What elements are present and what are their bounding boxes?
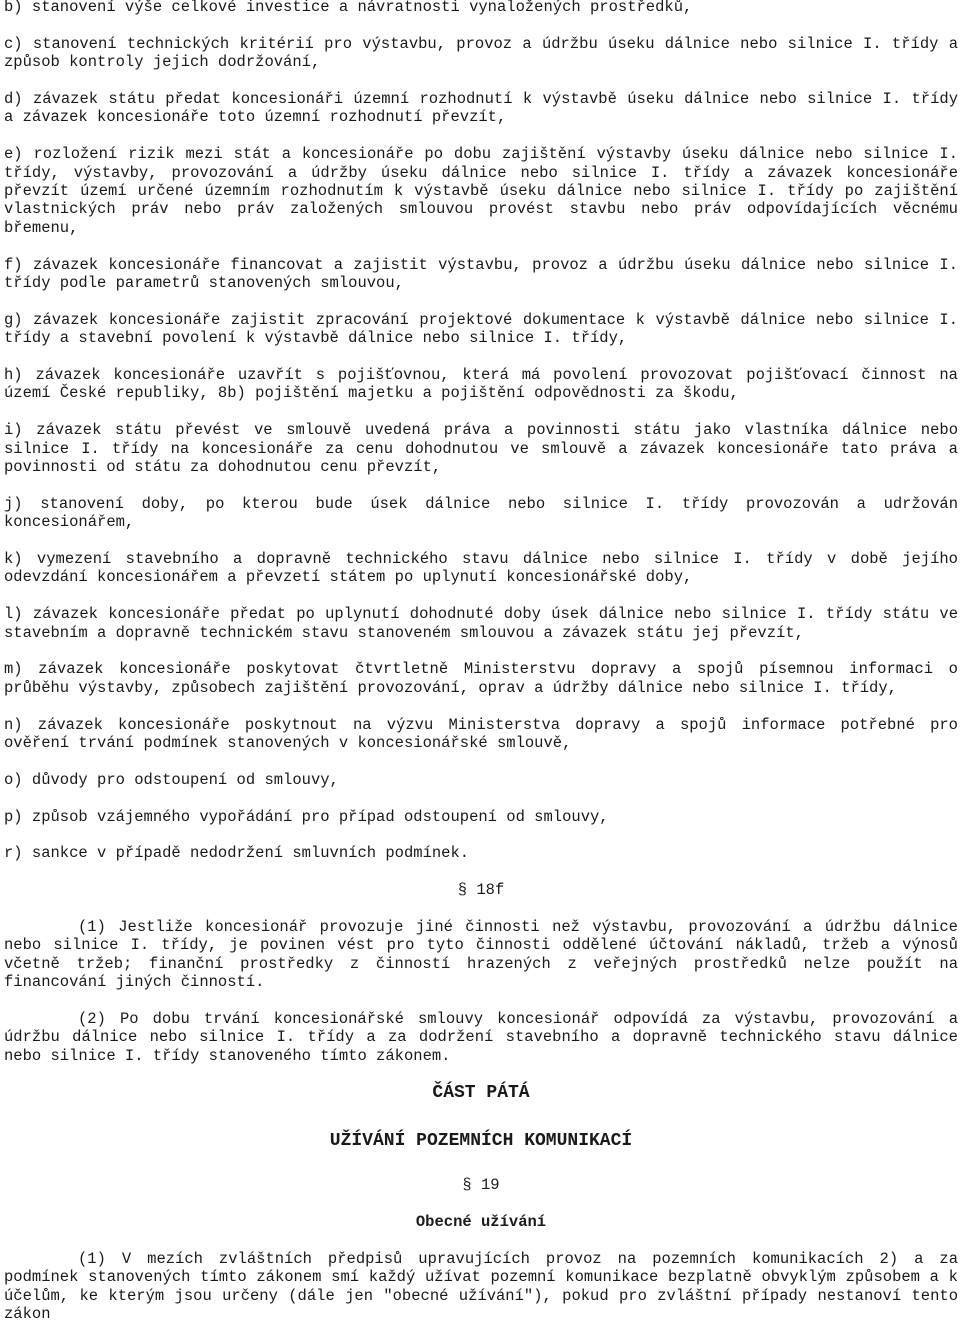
section-18f-heading: § 18f [457, 881, 505, 900]
list-item-f: f) závazek koncesionáře financovat a zajistit výstavbu, provoz a údržbu úseku dálnice nebo silnice I. třídy podle parametrů stanovených smlouvou, [4, 255, 958, 293]
list-item-l: l) závazek koncesionáře předat po uplynutí dohodnuté doby úsek dálnice nebo silnice I. třídy státu ve stavebním a dopravně technickém stavu stanoveném smlouvou a závazek státu jej převzít, [4, 605, 958, 642]
list-item-g: g) závazek koncesionáře zajistit zpracování projektové dokumentace k výstavbě dálnice nebo silnice I. třídy a stavební povolení k výstavbě dálnice nebo silnice I. třídy, [4, 310, 958, 348]
section-18f-paragraph-1: (1) Jestliže koncesionář provozuje jiné činnosti než výstavbu, provozování a údržbu dálnice nebo silnice I. třídy, je povinen vést pro tyto činnosti oddělené účtování nákladů, tržeb a výnosů včetně tržeb; finanční prostředky z činností hrazených z veřejných prostředků nelze použít na financování jiných činností. [4, 918, 958, 992]
list-item-p: p) způsob vzájemného vypořádání pro případ odstoupení od smlouvy, [4, 807, 609, 826]
list-item-n: n) závazek koncesionáře poskytnout na výzvu Ministerstva dopravy a spojů informace potřebné pro ověření trvání podmínek stanovených v koncesionářské smlouvě, [4, 715, 958, 753]
list-item-r: r) sankce v případě nedodržení smluvních podmínek. [4, 844, 470, 863]
list-item-d: d) závazek státu předat koncesionáři územní rozhodnutí k výstavbě úseku dálnice nebo silnice I. třídy a závazek koncesionáře toto územní rozhodnutí převzít, [4, 90, 958, 127]
document-page [4, 0, 958, 1342]
section-19-subheading: Obecné užívání [415, 1213, 547, 1232]
section-19-heading: § 19 [462, 1176, 500, 1195]
part-title: ČÁST PÁTÁ [432, 1082, 530, 1103]
part-heading: UŽÍVÁNÍ POZEMNÍCH KOMUNIKACÍ [329, 1131, 633, 1152]
list-item-k: k) vymezení stavebního a dopravně technického stavu dálnice nebo silnice I. třídy v době jejího odevzdání koncesionářem a převzetí státem po uplynutí koncesionářské doby, [4, 550, 958, 587]
list-item-b: b) stanovení výše celkové investice a návratnosti vynaložených prostředků, [4, 0, 693, 16]
list-item-i: i) závazek státu převést ve smlouvě uvedená práva a povinnosti státu jako vlastníka dálnice nebo silnice I. třídy na koncesionáře za cenu dohodnutou ve smlouvě a závazek koncesionáře tato práva a povinnosti od státu za dohodnutou cenu převzít, [4, 421, 958, 477]
list-item-e: e) rozložení rizik mezi stát a koncesionáře po dobu zajištění výstavby úseku dálnice nebo silnice I. třídy, výstavby, provozování a údržby úseku dálnice nebo silnice I. třídy a závazek koncesionáře převzít území určené územním rozhodnutím k výstavbě úseku dálnice nebo silnice I. třídy po zajištění vlastnických práv nebo práv založených smlouvou provést stavbu nebo práv odpovídajících věcnému břemenu, [4, 145, 958, 237]
list-item-o: o) důvody pro odstoupení od smlouvy, [4, 770, 339, 789]
list-item-m: m) závazek koncesionáře poskytovat čtvrtletně Ministerstvu dopravy a spojů písemnou informaci o průběhu výstavby, způsobech zajištění provozování, oprav a údržby dálnice nebo silnice I. třídy, [4, 660, 958, 697]
list-item-h: h) závazek koncesionáře uzavřít s pojišťovnou, která má povolení provozovat pojišťovací činnost na území České republiky, 8b) pojištění majetku a pojištění odpovědnosti za škodu, [4, 366, 958, 403]
list-item-c: c) stanovení technických kritérií pro výstavbu, provoz a údržbu úseku dálnice nebo silnice I. třídy a způsob kontroly jejich dodržování, [4, 34, 958, 72]
section-19-paragraph-1: (1) V mezích zvláštních předpisů upravujících provoz na pozemních komunikacích 2) a za podmínek stanovených tímto zákonem smí každý užívat pozemní komunikace bezplatně obvyklým způsobem a k účelům, ke kterým jsou určeny (dále jen "obecné užívání"), pokud pro zvláštní případy nestanoví tento zákon [4, 1250, 958, 1324]
section-18f-paragraph-2: (2) Po dobu trvání koncesionářské smlouvy koncesionář odpovídá za výstavbu, provozování a údržbu dálnice nebo silnice I. třídy a za dodržení stavebního a dopravně technického stavu dálnice nebo silnice I. třídy stanoveného tímto zákonem. [4, 1010, 958, 1065]
list-item-j: j) stanovení doby, po kterou bude úsek dálnice nebo silnice I. třídy provozován a udržován koncesionářem, [4, 494, 958, 532]
